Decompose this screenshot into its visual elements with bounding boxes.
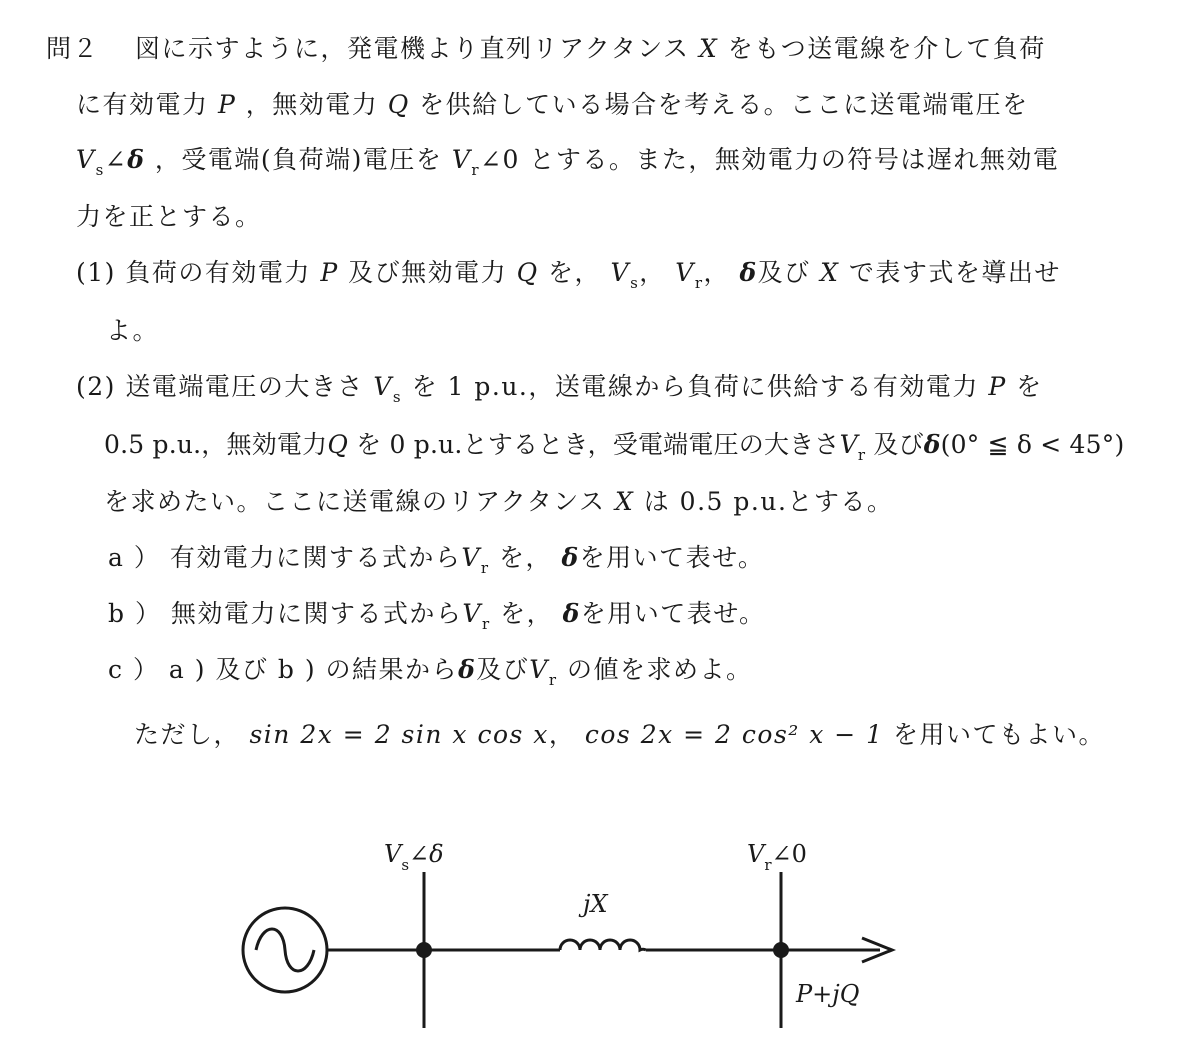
question-2-cont-1: 0.5 p.u.，無効電力Q を 0 p.u.とするとき，受電端電圧の大きさ$V_r$ 及びδ(0° ≦ δ < 45°) — [104, 430, 1125, 464]
load-power-label: P+jQ — [796, 980, 860, 1008]
subquestion-c: c ） a ) 及び b ) の結果からδ及び$V_r$ の値を求めよ。 — [108, 655, 753, 689]
sending-voltage-label: $V_s\angle\delta$ — [384, 840, 444, 874]
delta-range: (0° ≦ δ < 45°) — [940, 430, 1125, 459]
problem-line-3: $V_s\angle\delta$ ，受電端(負荷端)電圧を $V_r\angle 0$ とする。また，無効電力の符号は遅れ無効電 — [76, 145, 1060, 179]
subquestion-a: a ） 有効電力に関する式から$V_r$ を， δを用いて表せ。 — [108, 543, 765, 577]
subquestion-b: b ） 無効電力に関する式から$V_r$ を， δを用いて表せ。 — [108, 599, 766, 633]
hint-line: ただし， sin 2x = 2 sin x cos x， cos 2x = 2 cos² x − 1 を用いてもよい。 — [134, 720, 1106, 749]
question-2-label: (2) — [76, 372, 116, 401]
sending-node — [416, 942, 432, 958]
receiving-voltage-label: $V_r\angle 0$ — [747, 840, 807, 874]
question-1-label: (1) — [76, 258, 116, 287]
receiving-node — [773, 942, 789, 958]
problem-line-2: に有効電力 P ，無効電力 Q を供給している場合を考える。ここに送電端電圧を — [76, 90, 1029, 119]
inductor-coil-icon — [560, 940, 646, 950]
sin-double-angle-formula: sin 2x = 2 sin x cos x — [249, 720, 549, 749]
ac-wave-icon — [256, 929, 314, 971]
problem-line-4: 力を正とする。 — [76, 202, 262, 231]
problem-line-1: 問２ 図に示すように，発電機より直列リアクタンス X をもつ送電線を介して負荷 — [46, 34, 1046, 63]
question-2-cont-2: を求めたい。ここに送電線のリアクタンス X は 0.5 p.u.とする。 — [104, 487, 894, 516]
problem-number: 問２ — [46, 34, 100, 63]
cos-double-angle-formula: cos 2x = 2 cos² x − 1 — [584, 720, 884, 749]
question-2: (2) 送電端電圧の大きさ $V_s$ を 1 p.u.，送電線から負荷に供給する有効電力 P を — [76, 372, 1043, 406]
question-1-cont: よ。 — [106, 316, 160, 345]
question-1: (1) 負荷の有効電力 P 及び無効電力 Q を， $V_s$， $V_r$， δ及び X で表す式を導出せ — [76, 258, 1061, 292]
reactance-label: jX — [583, 890, 608, 918]
